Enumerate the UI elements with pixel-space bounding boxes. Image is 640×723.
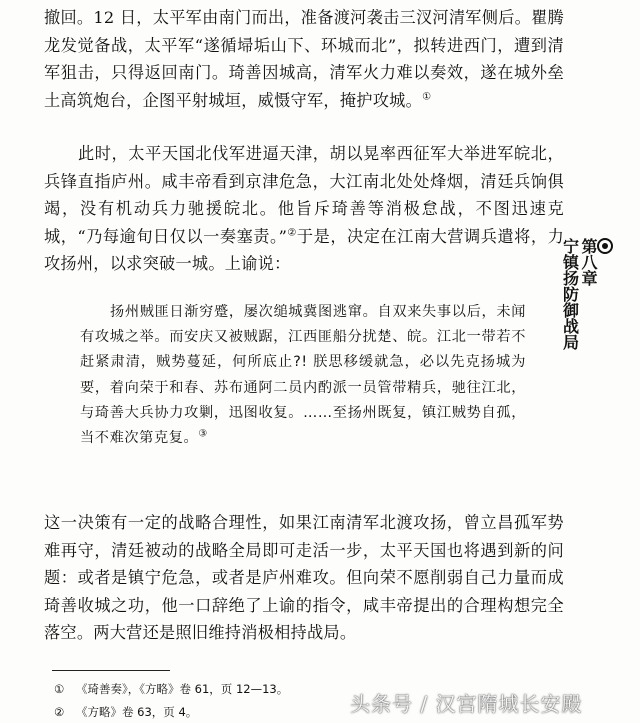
footnote-ref-1: ① bbox=[422, 91, 432, 103]
footnote-1 bbox=[54, 682, 288, 696]
source-watermark: 头条号 / 汉宫隋城长安殿 bbox=[350, 692, 583, 716]
footnote-1-text: 《琦善奏》，《方略》卷 61，页 12—13。 bbox=[76, 682, 289, 696]
paragraph-2 bbox=[44, 140, 564, 278]
footnote-2-text: 《方略》卷 63，页 4。 bbox=[76, 705, 198, 719]
paragraph-3-text: 这一决策有一定的战略合理性，如果江南清军北渡攻扬，曾立昌孤军势难再守，清廷被动的战略全局即可走活一步，太平天国也将遇到新的问题：或者是镇宁危急，或者是庐州难攻。但向荣不愿削弱自己力量而成琦善收城之功，他一口辞绝了上谕的指令，咸丰帝提出的合理构想完全落空。两大营还是照旧维持消极相持战局。 bbox=[44, 513, 564, 643]
footnote-2-number: ② bbox=[54, 705, 65, 719]
chapter-title: 宁镇扬防御战局 bbox=[560, 238, 580, 350]
paragraph-1-text: 撤回。12 日，太平军由南门而出，准备渡河袭击三汊河清军侧后。瞿腾龙发觉备战，太平军“遂循埽垢山下、环城而北”，拟转进西门，遭到清军狙击，只得返回南门。琦善因城高，清军火力难以奏效，遂在城外垒土高筑炮台，企图平射城垣，威慑守军，掩护攻城。 bbox=[44, 8, 564, 110]
footnote-divider bbox=[52, 670, 170, 671]
footnote-ref-2: ② bbox=[287, 227, 297, 239]
chapter-sidebar bbox=[560, 238, 613, 350]
paragraph-2-text-b: 于是，决定在江南大营调兵遣将，力攻扬州，以求突破一城。上谕说： bbox=[44, 226, 565, 274]
paragraph-2-text-a: 此时，太平天国北伐军进逼天津，胡以晃率西征军大举进军皖北，兵锋直指庐州。咸丰帝看到京津危急，大江南北处处烽烟，清廷兵饷俱竭，没有机动兵力驰援皖北。他旨斥琦善等消极怠战，不图迅速克城，“乃每逾旬日仅以一奏塞责。” bbox=[44, 144, 564, 246]
chapter-bullet-icon bbox=[597, 238, 613, 254]
chapter-number: 第八章 bbox=[579, 238, 598, 286]
edict-quote bbox=[80, 300, 526, 451]
paragraph-1 bbox=[44, 4, 564, 114]
paragraph-3 bbox=[44, 509, 564, 647]
edict-quote-text: 扬州贼匪日渐穷蹙，屡次缒城冀图逃窜。自双来失事以后，未闻有攻城之举。而安庆又被贼踞，江西匪船分扰楚、皖。江北一带若不赶紧肃清，贼势蔓延，何所底止?! 朕思移缓就急，必以先克扬城为要，着向荣于和春、苏布通阿二员内酌派一员管带精兵，驰往江北，与琦善大兵协力攻剿，迅图收复。……至扬州既复，镇江贼势自孤，当不难次第克复。 bbox=[80, 304, 526, 447]
footnote-ref-3: ③ bbox=[198, 428, 208, 440]
footnote-1-number: ① bbox=[54, 682, 65, 696]
footnote-2 bbox=[54, 705, 197, 719]
